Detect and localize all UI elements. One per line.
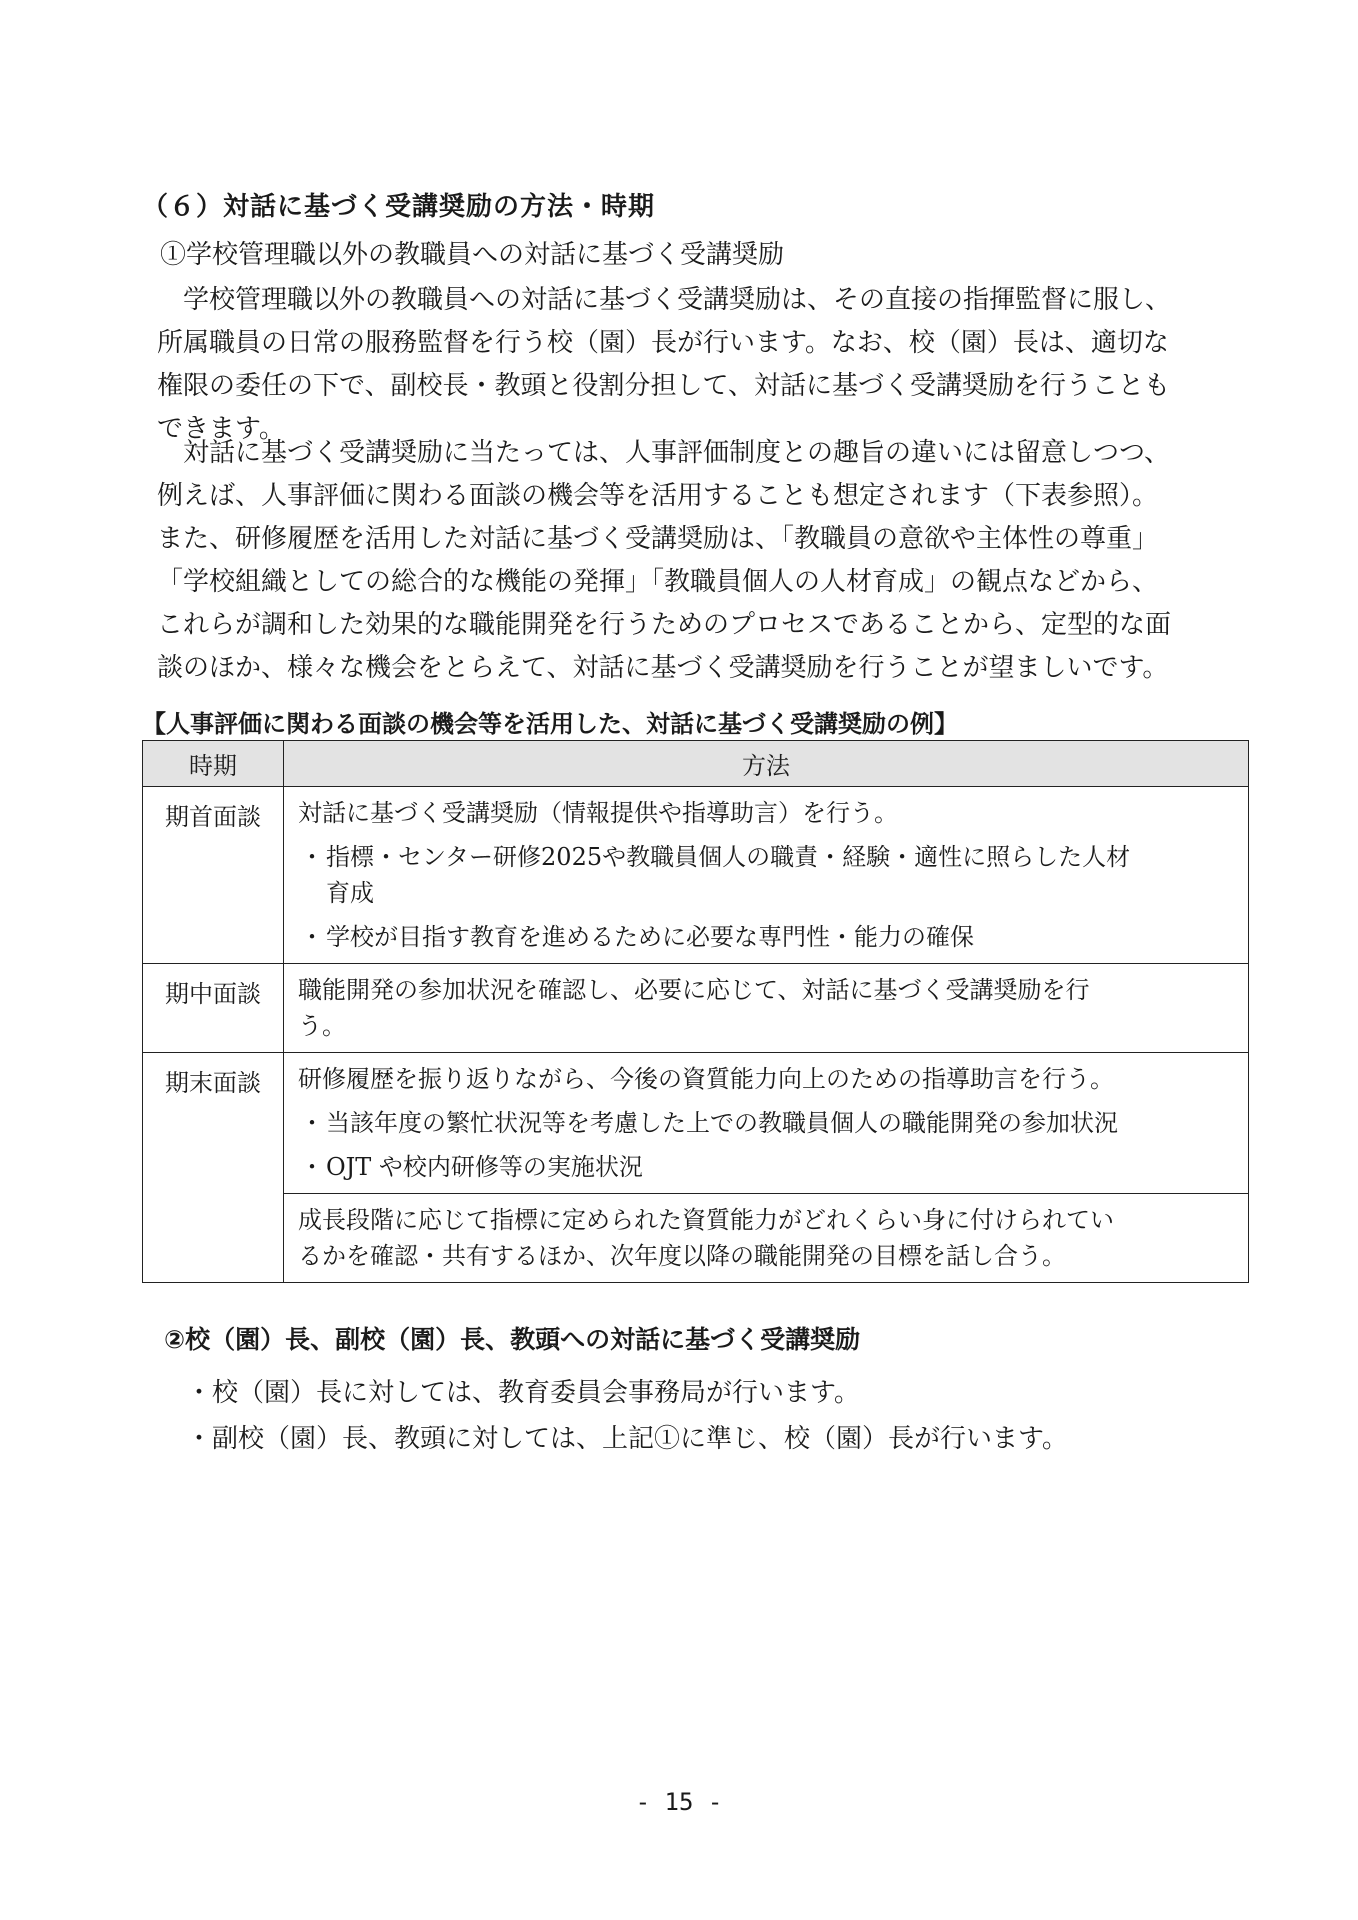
subsection-2-list xyxy=(186,1370,1068,1462)
bullet-text: OJT や校内研修等の実施状況 xyxy=(326,1153,643,1181)
paragraph-line: 対話に基づく受講奨励に当たっては、人事評価制度との趣旨の違いには留意しつつ、 xyxy=(157,438,1170,468)
period-cell: 期中面談 xyxy=(143,964,284,1053)
page-number: - 15 - xyxy=(635,1788,723,1816)
method-text: う。 xyxy=(298,1012,346,1040)
bullet-text: 当該年度の繁忙状況等を考慮した上での教職員個人の職能開発の参加状況 xyxy=(326,1109,1118,1137)
method-main: 研修履歴を振り返りながら、今後の資質能力向上のための指導助言を行う。 xyxy=(298,1065,1114,1093)
bullet-text: 学校が目指す教育を進めるために必要な専門性・能力の確保 xyxy=(326,923,974,951)
method-main: 対話に基づく受講奨励（情報提供や指導助言）を行う。 xyxy=(298,799,898,827)
method-cell xyxy=(284,1194,1249,1283)
method-text: るかを確認・共有するほか、次年度以降の職能開発の目標を話し合う。 xyxy=(298,1242,1066,1270)
paragraph-2 xyxy=(157,432,1237,690)
table-row xyxy=(143,964,1249,1053)
section-heading: （６）対話に基づく受講奨励の方法・時期 xyxy=(142,192,656,222)
paragraph-line: 談のほか、様々な機会をとらえて、対話に基づく受講奨励を行うことが望ましいです。 xyxy=(157,653,1169,683)
bullet-mark: ・ xyxy=(300,1153,324,1181)
bullet-mark: ・ xyxy=(300,843,324,871)
period-cell: 期末面談 xyxy=(143,1053,284,1283)
subsection-heading-2: ②校（園）長、副校（園）長、教頭への対話に基づく受講奨励 xyxy=(164,1325,861,1354)
bullet-text: 育成 xyxy=(326,879,374,907)
paragraph-1 xyxy=(157,279,1237,451)
interview-table xyxy=(142,740,1249,1283)
period-cell: 期首面談 xyxy=(143,787,284,964)
table-row xyxy=(143,1194,1249,1283)
header-method: 方法 xyxy=(284,741,1249,787)
subsection-heading-1: ①学校管理職以外の教職員への対話に基づく受講奨励 xyxy=(160,240,785,270)
paragraph-line: これらが調和した効果的な職能開発を行うためのプロセスであることから、定型的な面 xyxy=(157,610,1172,640)
table-row xyxy=(143,787,1249,964)
bullet-mark: ・ xyxy=(300,923,324,951)
method-text: 成長段階に応じて指標に定められた資質能力がどれくらい身に付けられてい xyxy=(298,1206,1114,1234)
paragraph-line: 「学校組織としての総合的な機能の発揮」「教職員個人の人材育成」の観点などから、 xyxy=(157,567,1159,597)
bullet-item xyxy=(298,1105,1238,1141)
bullet-item xyxy=(298,1149,1238,1185)
paragraph-line: 学校管理職以外の教職員への対話に基づく受講奨励は、その直接の指揮監督に服し、 xyxy=(157,285,1172,315)
bullet-item xyxy=(298,919,1238,955)
table-title: 【人事評価に関わる面談の機会等を活用した、対話に基づく受講奨励の例】 xyxy=(142,710,958,738)
paragraph-line: また、研修履歴を活用した対話に基づく受講奨励は、「教職員の意欲や主体性の尊重」 xyxy=(157,524,1159,554)
table-header-row xyxy=(143,741,1249,787)
bullet-item xyxy=(298,839,1238,911)
paragraph-line: 所属職員の日常の服務監督を行う校（園）長が行います。なお、校（園）長は、適切な xyxy=(157,328,1169,358)
bullet-mark: ・ xyxy=(300,1109,324,1137)
bullet-text: 指標・センター研修2025や教職員個人の職責・経験・適性に照らした人材 xyxy=(326,843,1131,871)
list-item: ・校（園）長に対しては、教育委員会事務局が行います。 xyxy=(186,1378,860,1408)
method-text: 職能開発の参加状況を確認し、必要に応じて、対話に基づく受講奨励を行 xyxy=(298,976,1090,1004)
list-item: ・副校（園）長、教頭に対しては、上記①に準じ、校（園）長が行います。 xyxy=(186,1424,1068,1454)
header-period: 時期 xyxy=(143,741,284,787)
paragraph-line: できます。 xyxy=(157,414,285,444)
method-cell xyxy=(284,964,1249,1053)
paragraph-line: 権限の委任の下で、副校長・教頭と役割分担して、対話に基づく受講奨励を行うことも xyxy=(157,371,1170,401)
method-cell xyxy=(284,1053,1249,1194)
table-row xyxy=(143,1053,1249,1194)
method-cell xyxy=(284,787,1249,964)
paragraph-line: 例えば、人事評価に関わる面談の機会等を活用することも想定されます（下表参照）。 xyxy=(157,481,1159,511)
